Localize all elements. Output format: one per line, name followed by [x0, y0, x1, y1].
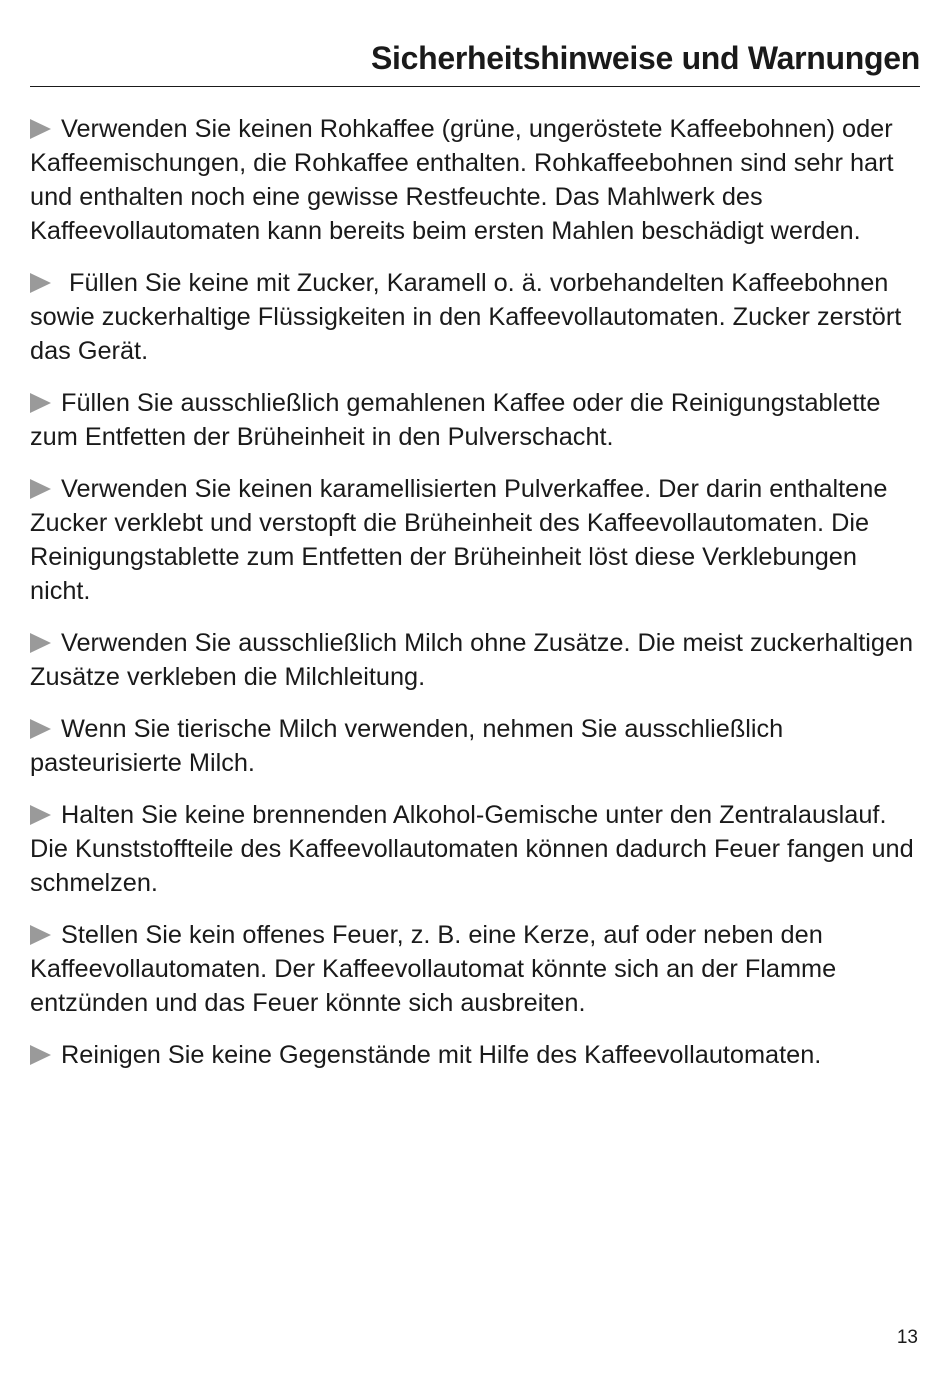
- arrow-bullet-icon: [30, 273, 51, 293]
- arrow-bullet-icon: [30, 805, 51, 825]
- warning-item-caramel-powder: [30, 472, 920, 608]
- warning-text: Füllen Sie keine mit Zucker, Karamell o. ä. vorbehandelten Kaffeebohnen sowie zuckerhaltige Flüssigkeiten in den Kaffeevollautomaten. Zucker zerstört das Gerät.: [30, 269, 902, 365]
- warning-item-open-fire: [30, 918, 920, 1020]
- warning-text: Stellen Sie kein offenes Feuer, z. B. eine Kerze, auf oder neben den Kaffeevollautomaten. Der Kaffeevollautomat könnte sich an der Flamme entzünden und das Feuer könnte sich ausbreiten.: [30, 921, 837, 1017]
- warning-list: [30, 112, 920, 1090]
- warning-item-powder-chute: [30, 386, 920, 454]
- warning-text: Verwenden Sie ausschließlich Milch ohne Zusätze. Die meist zuckerhaltigen Zusätze verkleben die Milchleitung.: [30, 629, 914, 691]
- section-title: Sicherheitshinweise und Warnungen: [371, 40, 920, 76]
- arrow-bullet-icon: [30, 925, 51, 945]
- page-number: 13: [896, 1327, 918, 1348]
- warning-item-raw-coffee: [30, 112, 920, 248]
- warning-item-milk-additives: [30, 626, 920, 694]
- arrow-bullet-icon: [30, 393, 51, 413]
- arrow-bullet-icon: [30, 119, 51, 139]
- arrow-bullet-icon: [30, 719, 51, 739]
- warning-item-alcohol: [30, 798, 920, 900]
- warning-text: Wenn Sie tierische Milch verwenden, nehmen Sie ausschließlich pasteurisierte Milch.: [30, 715, 784, 777]
- arrow-bullet-icon: [30, 479, 51, 499]
- warning-item-sugar-beans: [30, 266, 920, 368]
- warning-text: Verwenden Sie keinen karamellisierten Pulverkaffee. Der darin enthaltene Zucker verklebt und verstopft die Brüheinheit des Kaffeevollautomaten. Die Reinigungstablette zum Entfetten der Brüheinheit löst diese Verklebungen nicht.: [30, 475, 888, 605]
- page-header: [30, 38, 920, 87]
- arrow-bullet-icon: [30, 633, 51, 653]
- warning-text: Verwenden Sie keinen Rohkaffee (grüne, ungeröstete Kaffeebohnen) oder Kaffeemischungen, die Rohkaffee enthalten. Rohkaffeebohnen sind sehr hart und enthalten noch eine gewisse Restfeuchte. Das Mahlwerk des Kaffeevollautomaten kann bereits beim ersten Mahlen beschädigt werden.: [30, 115, 894, 245]
- arrow-bullet-icon: [30, 1045, 51, 1065]
- warning-text: Füllen Sie ausschließlich gemahlenen Kaffee oder die Reinigungstablette zum Entfetten der Brüheinheit in den Pulverschacht.: [30, 389, 881, 451]
- warning-item-pasteurized-milk: [30, 712, 920, 780]
- warning-text: Halten Sie keine brennenden Alkohol-Gemische unter den Zentralauslauf. Die Kunststoffteile des Kaffeevollautomaten können dadurch Feuer fangen und schmelzen.: [30, 801, 914, 897]
- warning-text: Reinigen Sie keine Gegenstände mit Hilfe des Kaffeevollautomaten.: [61, 1041, 822, 1069]
- warning-item-cleaning-objects: [30, 1038, 920, 1072]
